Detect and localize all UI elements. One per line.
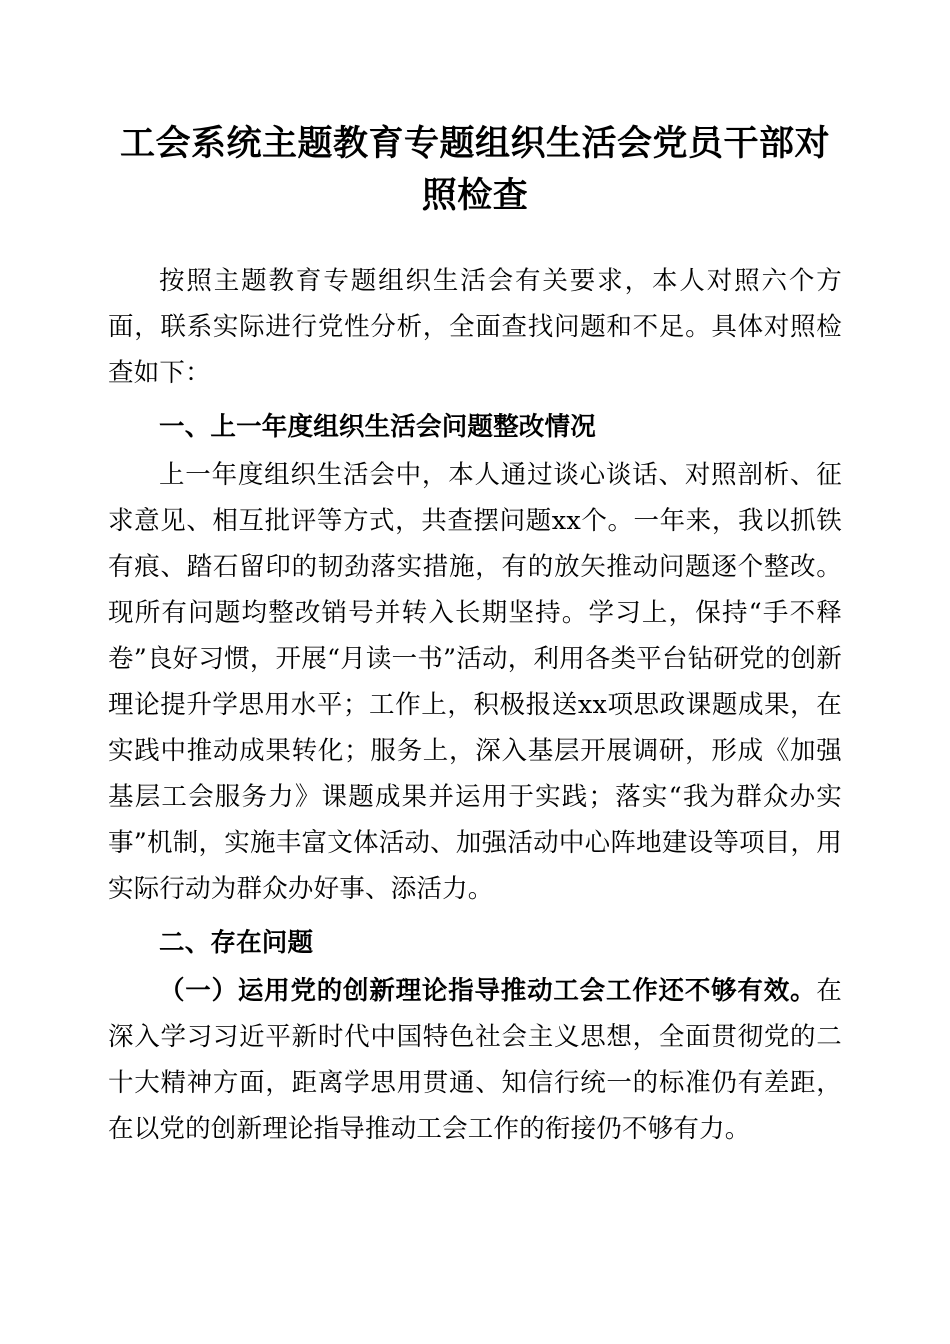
section-heading-1: 一、上一年度组织生活会问题整改情况 <box>159 412 596 442</box>
section-2-item-1 <box>108 968 842 1152</box>
intro-paragraph: 按照主题教育专题组织生活会有关要求，本人对照六个方面，联系实际进行党性分析，全面查找问题和不足。具体对照检查如下： <box>108 266 842 388</box>
section-2-item-1-lead: （一）运用党的创新理论指导推动工会工作还不够有效。 <box>159 976 817 1006</box>
section-1-paragraph: 上一年度组织生活会中，本人通过谈心谈话、对照剖析、征求意见、相互批评等方式，共查摆问题xx个。一年来，我以抓铁有痕、踏石留印的韧劲落实措施，有的放矢推动问题逐个整改。现所有问题均整改销号并转入长期坚持。学习上，保持“手不释卷”良好习惯，开展“月读一书”活动，利用各类平台钻研党的创新理论提升学思用水平；工作上，积极报送xx项思政课题成果，在实践中推动成果转化；服务上，深入基层开展调研，形成《加强基层工会服务力》课题成果并运用于实践；落实“我为群众办实事”机制，实施丰富文体活动、加强活动中心阵地建设等项目，用实际行动为群众办好事、添活力。 <box>108 460 842 904</box>
page-title: 工会系统主题教育专题组织生活会党员干部对照检查 <box>119 123 830 216</box>
section-2-item-1-body: 在深入学习习近平新时代中国特色社会主义思想，全面贯彻党的二十大精神方面，距离学思用贯通、知信行统一的标准仍有差距，在以党的创新理论指导推动工会工作的衔接仍不够有力。 <box>108 976 842 1144</box>
section-heading-2: 二、存在问题 <box>159 928 314 958</box>
